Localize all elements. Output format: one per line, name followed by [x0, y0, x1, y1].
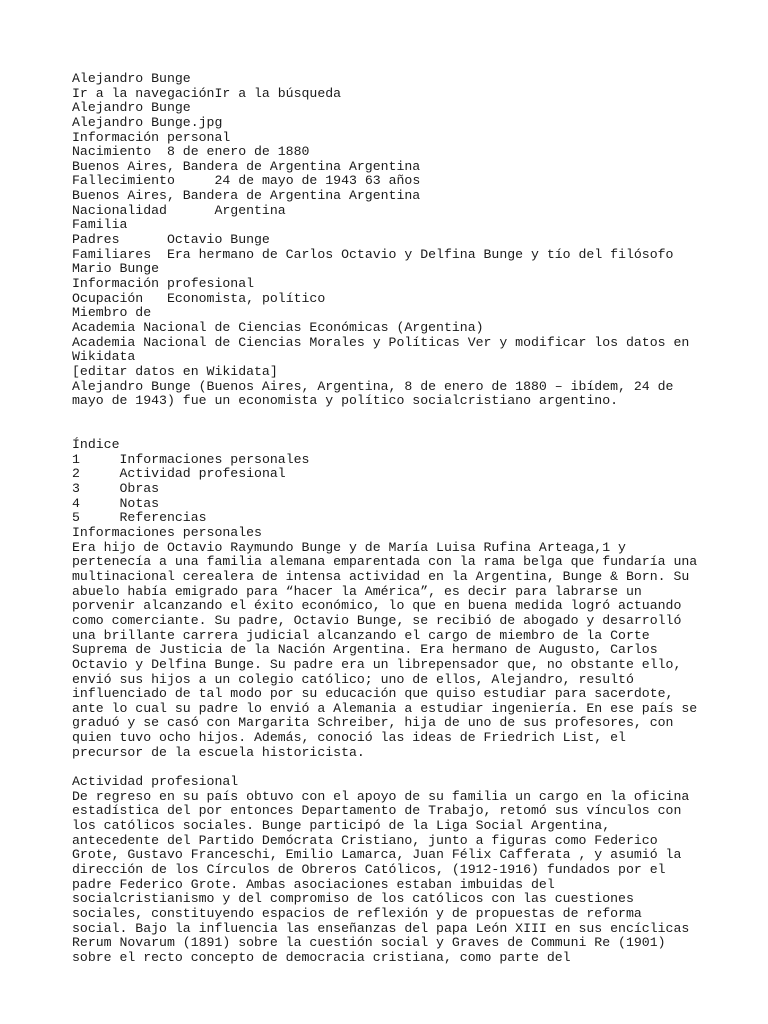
section-heading-professional: Actividad profesional — [72, 774, 239, 790]
death-label: Fallecimiento — [72, 173, 175, 189]
toc-label[interactable]: Notas — [119, 495, 160, 511]
toc-number: 3 — [72, 481, 80, 497]
member-item-2[interactable]: Academia Nacional de Ciencias Morales y Políticas Ver y modificar los datos en Wikidata — [72, 334, 690, 365]
birth-label: Nacimiento — [72, 144, 152, 160]
parents-value: Octavio Bunge — [166, 232, 270, 248]
parents-label: Padres — [72, 232, 120, 248]
infobox-nationality-row — [72, 204, 700, 219]
section-body-professional: De regreso en su país obtuvo con el apoyo de su familia un cargo en la oficina estadística del por entonces Departamento de Trabajo, retomó sus vínculos con los católicos sociales. Bunge participó de la Liga Social Argentina, antecedente del Partido Demócrata Cristiano, junto a figuras como Federico Grote, Gustavo Franceschi, Emilio Lamarca, Juan Félix Cafferata , y asumió la dirección de los Círculos de Obreros Católicos, (1912-1916) fundados por el padre Federico Grote. Ambas asociaciones estaban imbuidas del socialcristianismo y del compromiso de los católicos con las cuestiones sociales, constituyendo espacios de reflexión y de propuestas de reforma social. Bajo la influencia las enseñanzas del papa León XIII en sus encíclicas Rerum Novarum (1891) sobre la cuestión social y Graves de Communi Re (1901) sobre el recto concepto de democracia cristiana, como parte del — [72, 788, 690, 965]
infobox-family-heading: Familia — [72, 217, 128, 233]
toc-item[interactable] — [72, 453, 700, 468]
toc-item[interactable] — [72, 467, 700, 482]
infobox-image-filename[interactable]: Alejandro Bunge.jpg — [72, 114, 223, 130]
infobox-personal-heading: Información personal — [72, 129, 231, 145]
toc-number: 4 — [72, 495, 80, 511]
article-title: Alejandro Bunge — [72, 71, 191, 86]
relatives-label: Familiares — [72, 246, 152, 262]
toc-label[interactable]: Obras — [119, 481, 160, 497]
infobox-birth-row — [72, 145, 700, 160]
toc-item[interactable] — [72, 497, 700, 512]
spacer — [72, 760, 700, 775]
relatives-value: Era hermano de Carlos Octavio y Delfina Bunge y tío del filósofo Mario Bunge — [72, 246, 674, 277]
edit-wikidata-link[interactable]: [editar datos en Wikidata] — [72, 363, 278, 379]
toc-item[interactable] — [72, 482, 700, 497]
infobox-professional-heading: Información profesional — [72, 276, 255, 291]
toc-number: 5 — [72, 510, 80, 526]
toc-label[interactable]: Informaciones personales — [119, 451, 310, 467]
infobox-relatives-row — [72, 248, 700, 277]
birth-place: Buenos Aires, Bandera de Argentina Argentina — [72, 158, 421, 174]
spacer — [72, 409, 700, 424]
occupation-label: Ocupación — [72, 290, 144, 306]
spacer — [72, 423, 700, 438]
infobox-death-row — [72, 174, 700, 189]
nationality-label: Nacionalidad — [72, 202, 167, 218]
member-item-1[interactable]: Academia Nacional de Ciencias Económicas (Argentina) — [72, 319, 484, 335]
skip-links[interactable]: Ir a la navegaciónIr a la búsqueda — [72, 85, 342, 101]
death-place: Buenos Aires, Bandera de Argentina Argentina — [72, 188, 421, 204]
nationality-value: Argentina — [214, 202, 286, 218]
member-label: Miembro de — [72, 305, 152, 321]
toc-number: 2 — [72, 466, 80, 482]
occupation-value: Economista, político — [166, 290, 326, 306]
infobox-name: Alejandro Bunge — [72, 100, 191, 116]
document-page — [72, 72, 700, 966]
birth-date: 8 de enero de 1880 — [166, 144, 310, 160]
toc-heading: Índice — [72, 437, 120, 453]
infobox-parents-row — [72, 233, 700, 248]
death-date: 24 de mayo de 1943 63 años — [214, 173, 421, 189]
section-heading-personal: Informaciones personales — [72, 524, 262, 540]
toc-label[interactable]: Referencias — [119, 510, 207, 526]
intro-paragraph: Alejandro Bunge (Buenos Aires, Argentina, 8 de enero de 1880 – ibídem, 24 de mayo de 1943) fue un economista y político socialcristiano argentino. — [72, 378, 674, 409]
toc-number: 1 — [72, 451, 80, 467]
section-body-personal: Era hijo de Octavio Raymundo Bunge y de María Luisa Rufina Arteaga,1 y pertenecía a una familia alemana emparentada con la rama belga que fundaría una multinacional cerealera de intensa actividad en la Argentina, Bunge & Born. Su abuelo había emigrado para “hacer la América”, es decir para labrarse un porvenir alcanzando el éxito económico, lo que en buena medida logró actuando como comerciante. Su padre, Octavio Bunge, se recibió de abogado y desarrolló una brillante carrera judicial alcanzando el cargo de miembro de la Corte Suprema de Justicia de la Nación Argentina. Era hermano de Augusto, Carlos Octavio y Delfina Bunge. Su padre era un librepensador que, no obstante ello, envió sus hijos a un colegio católico; uno de ellos, Alejandro, resultó influenciado de tal modo por su educación que quiso estudiar para sacerdote, ante lo cual su padre lo envió a Alemania a estudiar ingeniería. En ese país se graduó y se casó con Margarita Schreiber, hija de uno de sus profesores, con quien tuvo ocho hijos. Además, conoció las ideas de Friedrich List, el precursor de la escuela historicista. — [72, 539, 698, 760]
toc-label[interactable]: Actividad profesional — [119, 466, 286, 482]
toc-item[interactable] — [72, 511, 700, 526]
infobox-occupation-row — [72, 292, 700, 307]
